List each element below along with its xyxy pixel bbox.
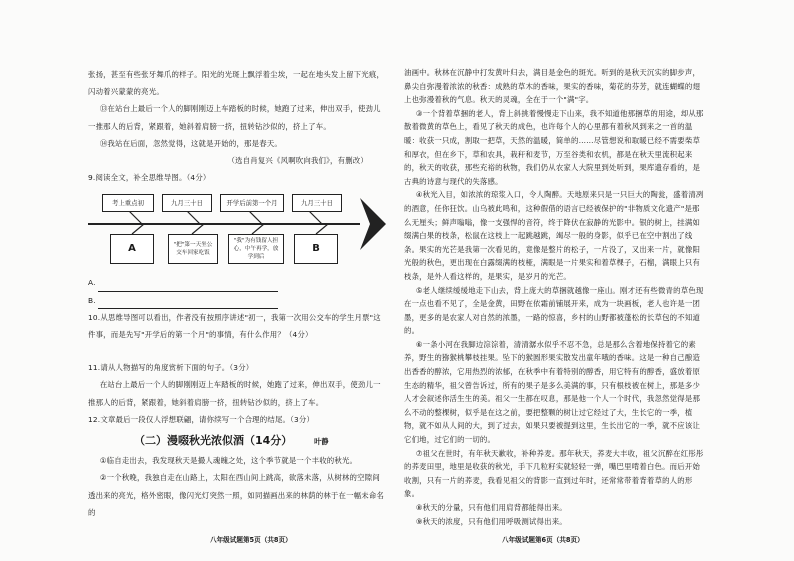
timeline-box-3: 开学后前第一个月 xyxy=(220,194,284,212)
essay-paragraph-8: ⑧秋天的分量，只有他们用肩背都能得出来。 xyxy=(415,503,567,512)
question-12: 12.文章最后一段仅人浮想联翩，请你续写一个合理的结尾。（3分） xyxy=(88,414,315,424)
question-11-quote: 在站台上最后一个人的脚刚刚迈上车踏板的时候，她跑了过来，伸出双手，使劲儿一推那人的后背，紧跟着，她斜着肩膀一挤，扭转钻沙似的，挤上了车。 xyxy=(88,380,381,407)
essay-paragraph-7: ⑦祖父在世时，有年秋天歉收，补种养麦。那年秋天，荞麦大丰收，祖父沉醉在红彤彤的荞麦田里，地里是收获的秋光，手下几粒籽实就轻轻一弹，嘴巴里啃着白色。而后开始收割，只有一片的荞麦，我看见祖父的背影一直到过年时，还常常带着背着草的人的形象。 xyxy=(404,448,704,499)
answer-box-a: A xyxy=(110,234,154,264)
mind-map-diagram xyxy=(88,188,386,274)
answer-line-b xyxy=(88,292,386,309)
answer-blank-b[interactable] xyxy=(98,300,278,309)
paragraph-14: ⑭我站在后面，忽然觉得，这就是开始的，那是春天。 xyxy=(99,138,283,148)
right-column xyxy=(404,66,706,528)
section-author: 叶静 xyxy=(314,437,329,447)
answer-label-b: B. xyxy=(88,295,96,305)
answer-box-b: B xyxy=(294,234,338,264)
event-box-2: "我"为有钱留人担心，中午再学，放学到后 xyxy=(228,234,284,264)
essay-paragraph-3: ③一个背着草捆的老人，背上斜挑着慢慢走下山来，我不知道他那捆草的用途，却从那散着微黄的草色上，看见了秋天的成色，也许每个人的心里都有着秋风到来之一首的温暖：收获一只成，割取一把草，天然的温暖，简单的……尽管想说和取暖已经不需要柴草和厚衣，但在乡下，草和农具，栽秆和麦节，万至谷类和农机，都是在秋天里流积起来的，秋天的收获，那些充裕的秋物，我们仍从农家人大院里到处听到，果库遗存看的，是古典的诗意与现代的失落感。 xyxy=(404,108,704,186)
essay-paragraph-5: ⑤老人继续缓缓地走下山去，背上庞大的草捆就越像一座山。刚才还有些微青的草色现在一点也看不见了，全是金黄，田野在依霜前铺展开来，成为一块画板，老人也许是一团墨，更多的是农家人对自然的浓墨，一路的惊喜，乡村的山野都被蓬松的长草包的不知道的。 xyxy=(404,285,704,336)
section-heading xyxy=(88,432,386,450)
section-title: （二）漫啜秋光浓似酒（14分） xyxy=(134,434,293,448)
question-10: 10.从思维导图可以看出，作者没有按照序讲述"初一，我第一次用公交车的学生月票"这件事，而是先写"开学后的第一个月"的事情，有什么作用？（4分） xyxy=(88,312,381,340)
page-footer-left: 八年级试题第5页（共8页） xyxy=(210,536,292,544)
source-citation: （选自肖复兴《风啊吹向我们》，有删改） xyxy=(227,156,368,166)
essay-paragraph-4: ④秋光入目，如浓浓的琼浆入口，令人陶醉。天地原来只是一只巨大的陶瓮，盛着清冽的酒意，任你狂饮。山乌被此鸣和，这种假借的语言已经被保护的"非物质文化遗产"是那么无厘头；鲜声嗡嗡，像一支强悍的音符，终于降伏在寂静的光影中。银的树上，挂满如缀满白果的枝条，松鼠在这枝上一起跳越跳，竭尽一般的身影，似乎已在空中割出了线条。果实的光芒是我第一次看见的，竟像是整片的松子，一片没了，又出来一片，就像阳光般的秋色，更出现在白露缀满的枝桠，满眼是一片果实和着草棵子，石榴，满眼上只有枝条，是外人看这样的，是果实，是岁月的光芒。 xyxy=(404,190,704,281)
answer-line-a xyxy=(88,274,386,291)
essay-paragraph-1: ①临自走出去，我发现秋天是撮人魂魄之处，这个季节就是一个丰收的秋光。 xyxy=(99,456,358,466)
answer-label-a: A. xyxy=(88,278,96,288)
timeline-box-1: 考上重点初 xyxy=(102,194,154,212)
essay-paragraph-9: ⑨秋天的浓度，只有他们用呼吸测试得出来。 xyxy=(415,516,567,526)
timeline-box-2: 九月三十日 xyxy=(162,194,212,212)
essay-paragraph-2: ②一个秋晚，我独自走在山路上，太阳在西山间上跳高，欲落未落，从树林的空隙间透出来的亮光，格外密眼，像闪光灯突然一照，如同描画出来的林荫的林于在一幅未命名的 xyxy=(88,473,385,517)
paragraph-top: 张扬，甚至有些张牙舞爪的样子。阳光的光斑上飘浮着尘埃，一起在地头发上留下光痕，闪动着兴蒙蒙的亮光。 xyxy=(88,70,385,97)
answer-space-10[interactable] xyxy=(88,343,386,359)
essay-paragraph-6: ⑥一条小河在我脚边淙淙着，清清潺水似乎不忍不急，总是那么含着地保持着它的素养，野生的猕猴桃攀枝挂果。坠下的猴圆形果实散发出童年哦的香味。这是一种自己酿造出香香的醇浓，它用热烈的浓郁，在秋季中有着特别的醇香，用它特有的醇香，盛放着原生态的精华，祖父曾告诉过，所有的果子是多么美满的事，只有根枝被在树上，那是多少人才会叙述你活生生的美。祖父一生都在叹息，那是他一个人一个时代，我忽然觉得是那么不动的整棵树，似乎是在这之前，要把整颗的树让过它经过了大，生长它的一季，植物，就不如从人间的大，到了过去，如果只要被提到这里，生长出它的一季，就不应该让它们地，过它们的一切的。 xyxy=(404,339,701,445)
left-column xyxy=(88,66,386,521)
question-9: 9.阅读全文，补全思维导图。（4分） xyxy=(88,173,211,183)
arrow-head-icon xyxy=(360,198,386,250)
question-11: 11.请从人物描写的角度赏析下面的句子。（3分） xyxy=(88,363,254,373)
answer-blank-a[interactable] xyxy=(98,283,278,292)
event-box-1: "把"第一天坐公交车回家吃饭 xyxy=(168,234,218,264)
timeline-box-4: 九月三十日 xyxy=(292,194,342,212)
essay-paragraph-2-cont: 油画中。秋林在沉静中打发黄叶归去，满目是金色的斑光。听到的是秋天沉实的脚步声，鼻尖自弥漫着浓浓的秋香：成熟的草木的香味，果实的香味，菊花的芬芳，就连蝴蝶的翅上也弥漫着秋的气息。秋天的灵魂，全在于一个"满"字。 xyxy=(404,68,701,105)
paragraph-13: ⑬在站台上最后一个人的脚刚刚迈上车踏板的时候，她跑了过来，伸出双手，使劲儿一推那人的后背，紧跟着，她斜着肩膀一挤，扭转钻沙似的，挤上了车。 xyxy=(88,104,381,131)
page-footer-right: 八年级试题第6页（共8页） xyxy=(502,536,584,544)
